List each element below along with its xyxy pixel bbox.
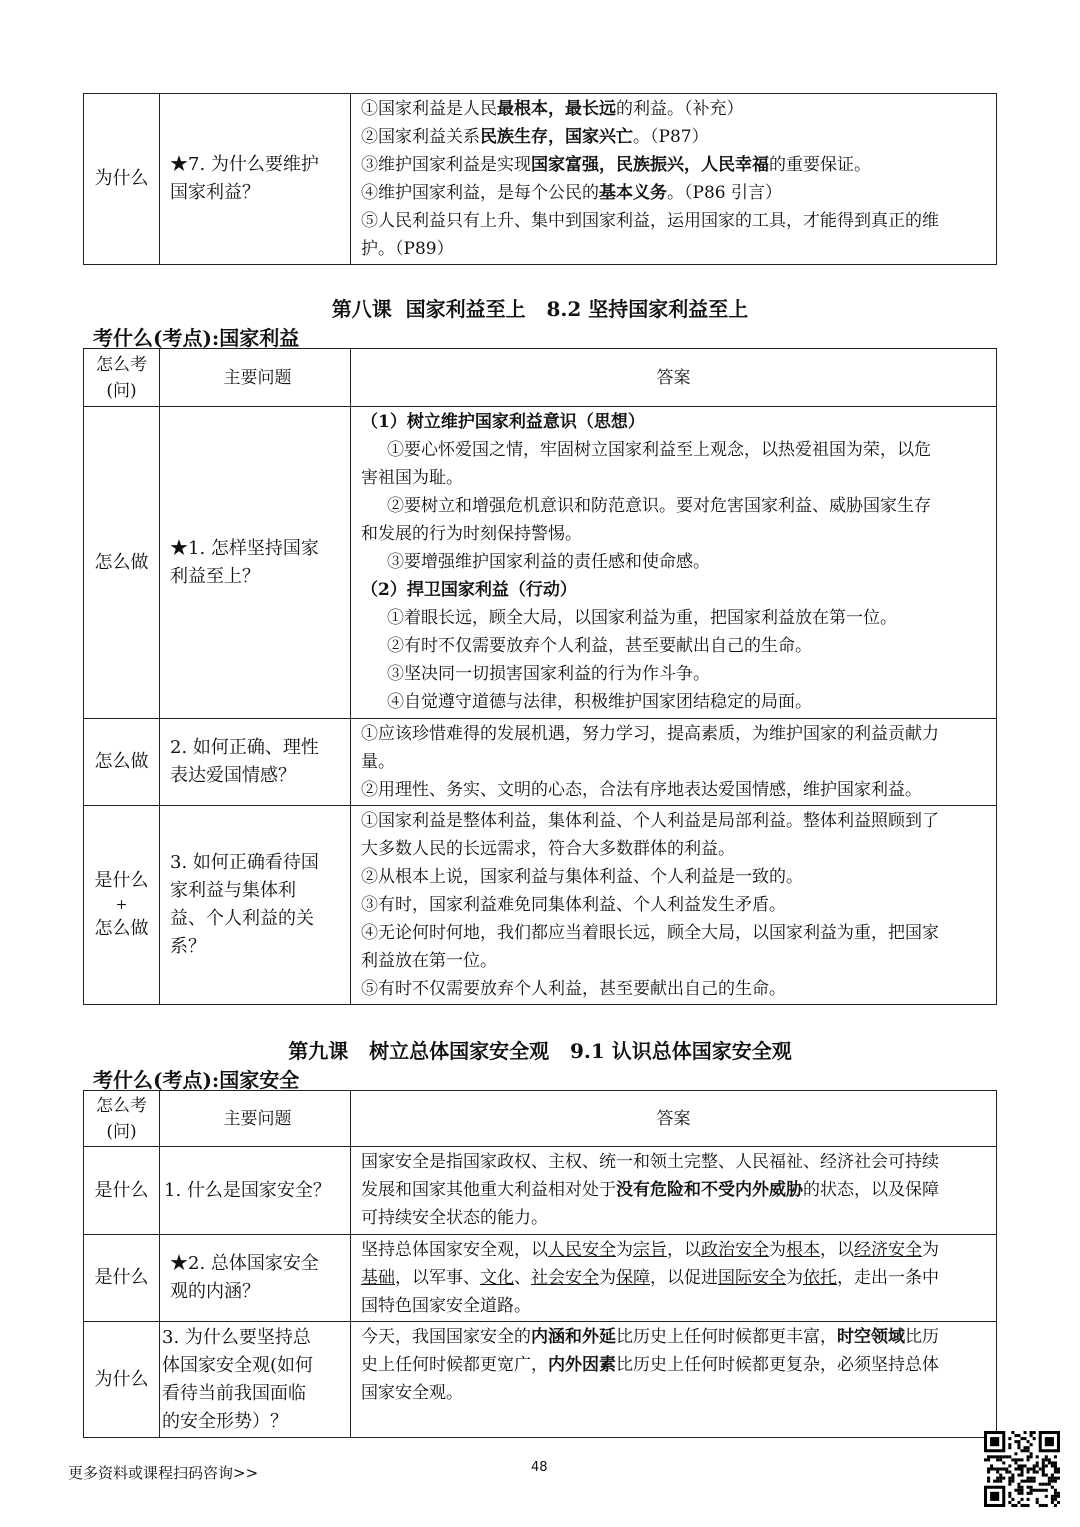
- question-line: 3. 如何正确看待国: [170, 852, 319, 873]
- question-cell: [160, 1322, 351, 1438]
- answer-text: ③有时，国家利益难免同集体利益、个人利益发生矛盾。: [361, 895, 786, 915]
- question-line: 体国家安全观(如何: [162, 1354, 314, 1376]
- answer-line: [361, 95, 990, 123]
- page-number: 48: [531, 1460, 548, 1475]
- answer-text: ，以: [667, 1240, 701, 1260]
- category-label: 是什么: [94, 1267, 149, 1288]
- table-row: [84, 1235, 997, 1322]
- category-cell: [84, 1147, 160, 1235]
- underlined-term: 政治安全: [701, 1240, 769, 1260]
- answer-line: [361, 748, 990, 776]
- question-line: 2. 如何正确、理性: [170, 737, 319, 758]
- answer-text: 的状态，以及保障: [803, 1180, 939, 1200]
- answer-text: 的利益。（补充）: [616, 99, 744, 119]
- emphasis-text: 民族生存，国家兴亡: [480, 127, 633, 147]
- category-label: 怎么做: [94, 918, 149, 939]
- answer-line: [361, 408, 990, 436]
- underlined-term: 国际安全: [718, 1268, 786, 1288]
- answer-text: ①要心怀爱国之情，牢固树立国家利益至上观念，以热爱祖国为荣，以危: [387, 440, 931, 460]
- answer-text: 国家安全观。: [361, 1383, 463, 1403]
- section8-title: 第八课 国家利益至上 8.2 坚持国家利益至上: [331, 297, 749, 321]
- table-row: [84, 719, 997, 806]
- answer-line: [361, 1351, 990, 1379]
- answer-line: [361, 1204, 990, 1232]
- category-label: 怎么做: [94, 751, 149, 772]
- header-col1-line: (问): [106, 380, 137, 401]
- answer-line: [361, 464, 990, 492]
- question-cell: [160, 407, 351, 719]
- answer-line: [361, 863, 990, 891]
- answer-line: [361, 1264, 990, 1292]
- emphasis-text: 时空领域: [837, 1327, 905, 1347]
- underlined-term: 文化: [480, 1268, 514, 1288]
- answer-text: ①国家利益是人民: [361, 99, 497, 119]
- header-col1-line: 怎么考: [96, 354, 147, 375]
- question-line: 系？: [170, 936, 206, 957]
- question-line: 观的内涵？: [170, 1281, 260, 1302]
- answer-line: [361, 576, 990, 604]
- answer-text: 。（P86 引言）: [667, 183, 782, 203]
- table-row: [84, 1147, 997, 1235]
- answer-text: ，以促进: [650, 1268, 718, 1288]
- answer-cell: [351, 719, 997, 806]
- answer-text: ③维护国家利益是实现: [361, 155, 531, 175]
- section9-subtitle: 考什么(考点):国家安全: [93, 1068, 300, 1092]
- table-row: [84, 1322, 997, 1438]
- answer-text: ②有时不仅需要放弃个人利益，甚至要献出自己的生命。: [387, 636, 812, 656]
- answer-line: [361, 548, 990, 576]
- question-line: 益、个人利益的关: [170, 908, 314, 929]
- answer-text: 的重要保证。: [769, 155, 871, 175]
- category-label: 是什么: [94, 1179, 149, 1201]
- answer-line: [361, 720, 990, 748]
- answer-text: 比历史上任何时候都更复杂，必须坚持总体: [616, 1355, 939, 1375]
- underlined-term: 根本: [786, 1240, 820, 1260]
- answer-text: ④维护国家利益，是每个公民的: [361, 183, 599, 203]
- table-header-row: [84, 1091, 997, 1147]
- table-header-row: [84, 349, 997, 407]
- answer-text: 为: [922, 1240, 939, 1260]
- answer-line: [361, 947, 990, 975]
- footer-promo-text: 更多资料或课程扫码咨询>>: [68, 1464, 259, 1482]
- category-label: 为什么: [94, 1368, 149, 1390]
- underlined-term: 人民安全: [548, 1240, 616, 1260]
- answer-text: 比历史上任何时候都更丰富，: [616, 1327, 837, 1347]
- answer-line: [361, 632, 990, 660]
- answer-line: [361, 1236, 990, 1264]
- answer-text: 和发展的行为时刻保持警惕。: [361, 524, 582, 544]
- answer-line: [361, 492, 990, 520]
- answer-text: 比历: [905, 1327, 939, 1347]
- answer-text: ①国家利益是整体利益，集体利益、个人利益是局部利益。整体利益照顾到了: [361, 811, 939, 831]
- answer-text: 大多数人民的长远需求，符合大多数群体的利益。: [361, 839, 735, 859]
- answer-text: ①着眼长远，顾全大局，以国家利益为重，把国家利益放在第一位。: [387, 608, 897, 628]
- category-cell: [84, 806, 160, 1005]
- answer-line: [361, 520, 990, 548]
- table-row: [84, 407, 997, 719]
- header-col3: 答案: [351, 349, 997, 407]
- qr-code-icon[interactable]: [984, 1431, 1060, 1507]
- answer-text: 为: [786, 1268, 803, 1288]
- answer-text: 利益放在第一位。: [361, 951, 497, 971]
- table-national-interest: [83, 348, 997, 1005]
- answer-text: ①应该珍惜难得的发展机遇，努力学习，提高素质，为维护国家的利益贡献力: [361, 724, 939, 744]
- answer-text: ②从根本上说，国家利益与集体利益、个人利益是一致的。: [361, 867, 803, 887]
- section9-title: 第九课 树立总体国家安全观 9.1 认识总体国家安全观: [288, 1039, 792, 1063]
- question-line: 家利益与集体利: [170, 880, 296, 901]
- answer-line: [361, 776, 990, 804]
- answer-line: [361, 835, 990, 863]
- category-cell: [84, 719, 160, 806]
- emphasis-text: （1）树立维护国家利益意识（思想）: [361, 412, 645, 432]
- answer-line: [361, 1176, 990, 1204]
- answer-text: ③坚决同一切损害国家利益的行为作斗争。: [387, 664, 710, 684]
- table-national-security: [83, 1090, 997, 1438]
- category-cell: [84, 1322, 160, 1438]
- answer-text: ⑤人民利益只有上升、集中到国家利益，运用国家的工具，才能得到真正的维: [361, 211, 939, 231]
- question-cell: [160, 806, 351, 1005]
- answer-line: [361, 207, 990, 235]
- emphasis-text: 内外因素: [548, 1355, 616, 1375]
- answer-cell: [351, 806, 997, 1005]
- answer-cell: [351, 94, 997, 265]
- header-col3: 答案: [351, 1091, 997, 1147]
- answer-cell: [351, 1322, 997, 1438]
- table-row: [84, 94, 997, 265]
- answer-line: [361, 151, 990, 179]
- answer-text: 发展和国家其他重大利益相对处于: [361, 1180, 616, 1200]
- underlined-term: 保障: [616, 1268, 650, 1288]
- answer-line: [361, 1292, 990, 1320]
- answer-text: ，走出一条中: [837, 1268, 939, 1288]
- answer-cell: [351, 1235, 997, 1322]
- emphasis-text: 内涵和外延: [531, 1327, 616, 1347]
- underlined-term: 依托: [803, 1268, 837, 1288]
- answer-cell: [351, 1147, 997, 1235]
- answer-line: [361, 891, 990, 919]
- underlined-term: 经济安全: [854, 1240, 922, 1260]
- category-label: 怎么做: [94, 551, 149, 573]
- underlined-term: 社会安全: [531, 1268, 599, 1288]
- answer-text: ④自觉遵守道德与法律，积极维护国家团结稳定的局面。: [387, 692, 812, 712]
- answer-text: ④无论何时何地，我们都应当着眼长远，顾全大局，以国家利益为重，把国家: [361, 923, 939, 943]
- answer-text: ③要增强维护国家利益的责任感和使命感。: [387, 552, 710, 572]
- emphasis-text: 国家富强，民族振兴，人民幸福: [531, 155, 769, 175]
- emphasis-text: 最根本，最长远: [497, 99, 616, 119]
- answer-text: ⑤有时不仅需要放弃个人利益，甚至要献出自己的生命。: [361, 979, 786, 999]
- emphasis-text: （2）捍卫国家利益（行动）: [361, 580, 577, 600]
- answer-line: [361, 1148, 990, 1176]
- emphasis-text: 基本义务: [599, 183, 667, 203]
- question-line: ★1. 怎样坚持国家: [170, 537, 319, 559]
- category-cell: [84, 94, 160, 265]
- question-cell: [160, 1235, 351, 1322]
- category-label: 是什么: [94, 870, 149, 891]
- answer-line: [361, 975, 990, 1003]
- question-cell: [160, 1147, 351, 1235]
- answer-line: [361, 604, 990, 632]
- question-line: 1. 什么是国家安全？: [164, 1179, 331, 1201]
- question-cell: [160, 94, 351, 265]
- answer-text: 可持续安全状态的能力。: [361, 1208, 548, 1228]
- question-line: 的安全形势）？: [162, 1410, 288, 1432]
- category-cell: [84, 407, 160, 719]
- answer-text: 害祖国为耻。: [361, 468, 463, 488]
- answer-text: 坚持总体国家安全观，以: [361, 1240, 548, 1260]
- answer-line: [361, 1379, 990, 1407]
- question-cell: [160, 719, 351, 806]
- answer-text: 史上任何时候都更宽广，: [361, 1355, 548, 1375]
- question-line: 看待当前我国面临: [162, 1382, 306, 1404]
- answer-line: [361, 1323, 990, 1351]
- header-col1: [84, 349, 160, 407]
- answer-line: [361, 123, 990, 151]
- answer-text: 量。: [361, 752, 395, 772]
- answer-line: [361, 179, 990, 207]
- answer-line: [361, 235, 990, 263]
- question-line: 表达爱国情感？: [170, 765, 296, 786]
- answer-line: [361, 660, 990, 688]
- table-row: [84, 806, 997, 1005]
- answer-text: 、: [514, 1268, 531, 1288]
- answer-text: 今天，我国国家安全的: [361, 1327, 531, 1347]
- answer-text: ，以: [820, 1240, 854, 1260]
- answer-text: ②国家利益关系: [361, 127, 480, 147]
- answer-line: [361, 688, 990, 716]
- emphasis-text: 没有危险和不受内外威胁: [616, 1180, 803, 1200]
- underlined-term: 宗旨: [633, 1240, 667, 1260]
- answer-text: ②要树立和增强危机意识和防范意识。要对危害国家利益、威胁国家生存: [387, 496, 931, 516]
- question-line: 3. 为什么要坚持总: [162, 1326, 311, 1348]
- category-plus: +: [115, 897, 128, 913]
- category-label: 为什么: [94, 168, 149, 189]
- header-col1-line: 怎么考: [96, 1095, 147, 1116]
- answer-text: 护。（P89）: [361, 239, 454, 259]
- answer-text: ，以军事、: [395, 1268, 480, 1288]
- answer-line: [361, 436, 990, 464]
- question-line: ★2. 总体国家安全: [170, 1253, 319, 1274]
- header-col2: 主要问题: [160, 1091, 351, 1147]
- header-col2: 主要问题: [160, 349, 351, 407]
- question-line: 利益至上？: [170, 565, 260, 587]
- question-line: ★7. 为什么要维护: [170, 154, 319, 175]
- section8-subtitle: 考什么(考点):国家利益: [93, 326, 300, 350]
- answer-cell: [351, 407, 997, 719]
- header-col1: [84, 1091, 160, 1147]
- category-cell: [84, 1235, 160, 1322]
- answer-text: 为: [769, 1240, 786, 1260]
- underlined-term: 基础: [361, 1268, 395, 1288]
- answer-text: 国特色国家安全道路。: [361, 1296, 531, 1316]
- answer-text: 为: [599, 1268, 616, 1288]
- answer-line: [361, 807, 990, 835]
- answer-text: 。（P87）: [633, 127, 709, 147]
- answer-text: 国家安全是指国家政权、主权、统一和领土完整、人民福祉、经济社会可持续: [361, 1152, 939, 1172]
- answer-line: [361, 919, 990, 947]
- answer-text: 为: [616, 1240, 633, 1260]
- answer-text: ②用理性、务实、文明的心态，合法有序地表达爱国情感，维护国家利益。: [361, 780, 922, 800]
- header-col1-line: (问): [106, 1121, 137, 1142]
- table-why-protect-interest: [83, 93, 997, 265]
- question-line: 国家利益？: [170, 182, 260, 203]
